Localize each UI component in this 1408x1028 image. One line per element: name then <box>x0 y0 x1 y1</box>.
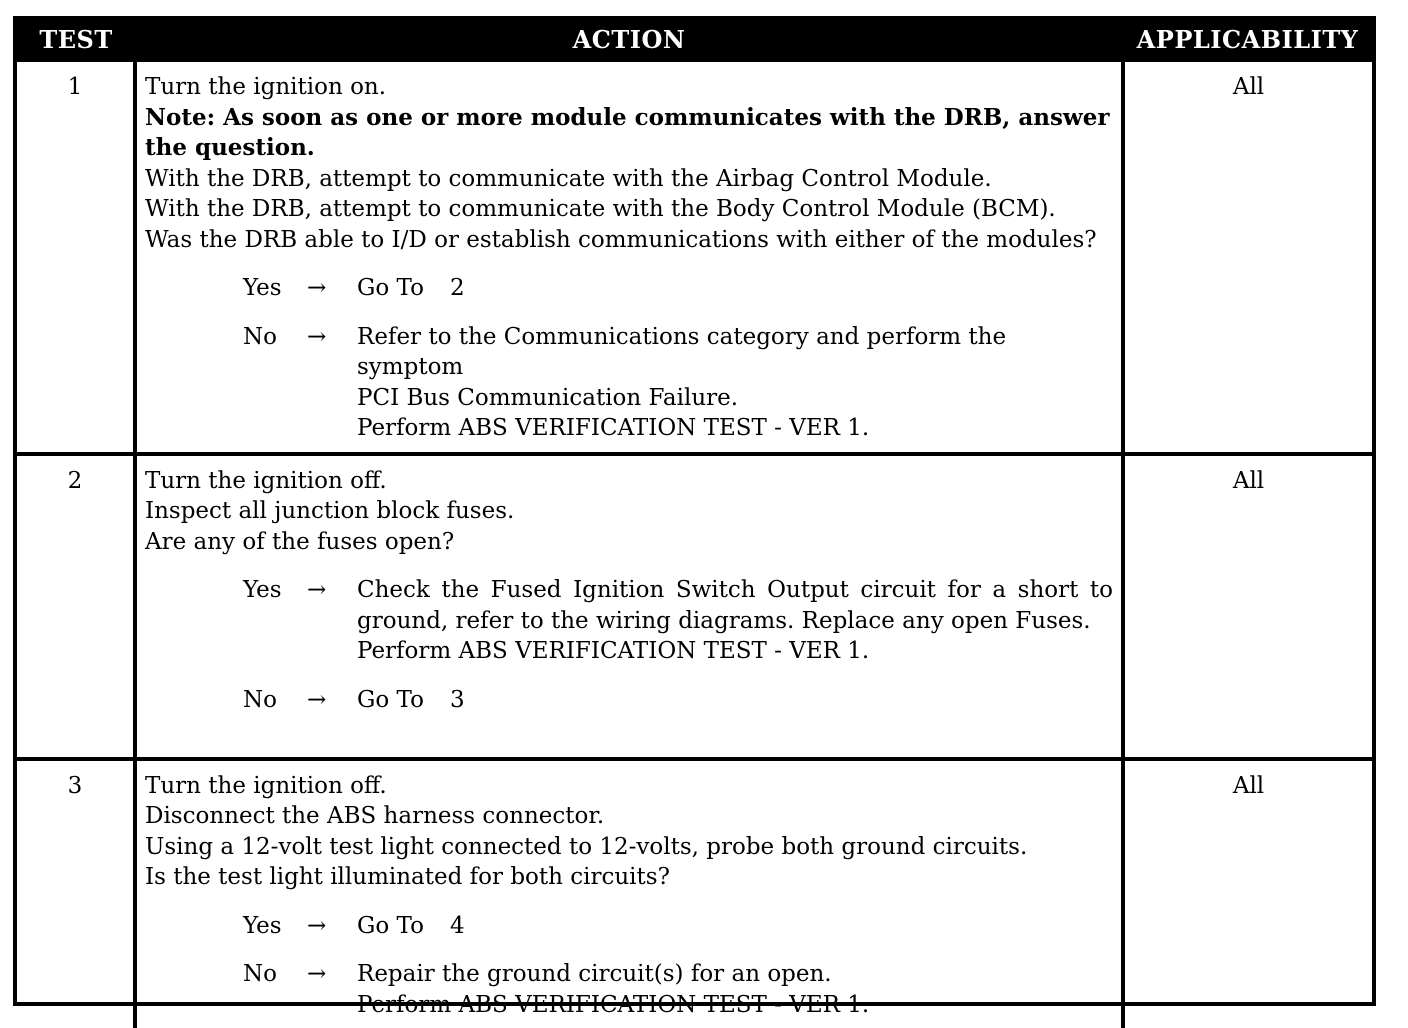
right-arrow-icon: → <box>301 322 357 444</box>
answer-body <box>357 685 1113 716</box>
answer-label: No <box>243 322 301 444</box>
step-text: Turn the ignition on. <box>145 72 1113 103</box>
test-number: 2 <box>17 454 135 759</box>
applicability-value: All <box>1123 454 1372 759</box>
applicability-value: All <box>1123 60 1372 454</box>
step-text: Inspect all junction block fuses. <box>145 496 1113 527</box>
applicability-value: All <box>1123 759 1372 1028</box>
answer-line: PCI Bus Communication Failure. <box>357 383 1113 414</box>
answer-label: Yes <box>243 911 301 942</box>
action-cell <box>135 759 1123 1028</box>
answer-label: Yes <box>243 575 301 667</box>
goto-number: 4 <box>450 913 465 939</box>
question-text: Is the test light illuminated for both circuits? <box>145 862 1113 893</box>
answer-label: No <box>243 959 301 1020</box>
header-applicability: APPLICABILITY <box>1123 20 1372 60</box>
header-test: TEST <box>17 20 135 60</box>
diagnostic-test-table <box>17 20 1372 1028</box>
answer-yes <box>145 575 1113 667</box>
answer-line: Refer to the Communications category and perform the symptom <box>357 322 1113 383</box>
answer-body <box>357 322 1113 444</box>
answer-body <box>357 959 1113 1020</box>
header-action: ACTION <box>135 20 1123 60</box>
answer-no <box>145 322 1113 444</box>
step-text: With the DRB, attempt to communicate with the Body Control Module (BCM). <box>145 194 1113 225</box>
right-arrow-icon: → <box>301 685 357 716</box>
action-cell <box>135 60 1123 454</box>
answer-label: No <box>243 685 301 716</box>
goto-number: 3 <box>450 687 465 713</box>
answer-yes <box>145 273 1113 304</box>
goto-text: Go To <box>357 913 424 939</box>
test-number: 3 <box>17 759 135 1028</box>
step-text: Turn the ignition off. <box>145 771 1113 802</box>
answer-body <box>357 575 1113 667</box>
answer-list <box>145 911 1113 1021</box>
goto-text: Go To <box>357 687 424 713</box>
answer-list <box>145 273 1113 444</box>
answer-list <box>145 575 1113 715</box>
answer-yes <box>145 911 1113 942</box>
test-number: 1 <box>17 60 135 454</box>
answer-label: Yes <box>243 273 301 304</box>
answer-body <box>357 273 1113 304</box>
answer-line: Check the Fused Ignition Switch Output circuit for a short to ground, refer to the wiring diagrams. Replace any open Fuses. <box>357 575 1113 636</box>
diagnostic-test-table-frame <box>13 16 1376 1006</box>
action-cell <box>135 454 1123 759</box>
answer-line: Perform ABS VERIFICATION TEST - VER 1. <box>357 636 1113 667</box>
right-arrow-icon: → <box>301 959 357 1020</box>
right-arrow-icon: → <box>301 911 357 942</box>
step-text: With the DRB, attempt to communicate with the Airbag Control Module. <box>145 164 1113 195</box>
answer-body <box>357 911 1113 942</box>
note-text: Note: As soon as one or more module communicates with the DRB, answer the question. <box>145 103 1113 164</box>
table-row <box>17 454 1372 759</box>
table-header-row <box>17 20 1372 60</box>
answer-line: Repair the ground circuit(s) for an open. <box>357 959 1113 990</box>
question-text: Was the DRB able to I/D or establish communications with either of the modules? <box>145 225 1113 256</box>
table-row <box>17 60 1372 454</box>
question-text: Are any of the fuses open? <box>145 527 1113 558</box>
goto-number: 2 <box>450 275 465 301</box>
answer-no <box>145 959 1113 1020</box>
answer-line: Perform ABS VERIFICATION TEST - VER 1. <box>357 413 1113 444</box>
answer-line: Perform ABS VERIFICATION TEST - VER 1. <box>357 990 1113 1021</box>
goto-text: Go To <box>357 275 424 301</box>
step-text: Turn the ignition off. <box>145 466 1113 497</box>
right-arrow-icon: → <box>301 273 357 304</box>
right-arrow-icon: → <box>301 575 357 667</box>
answer-no <box>145 685 1113 716</box>
step-text: Using a 12-volt test light connected to 12-volts, probe both ground circuits. <box>145 832 1113 863</box>
table-row <box>17 759 1372 1028</box>
step-text: Disconnect the ABS harness connector. <box>145 801 1113 832</box>
